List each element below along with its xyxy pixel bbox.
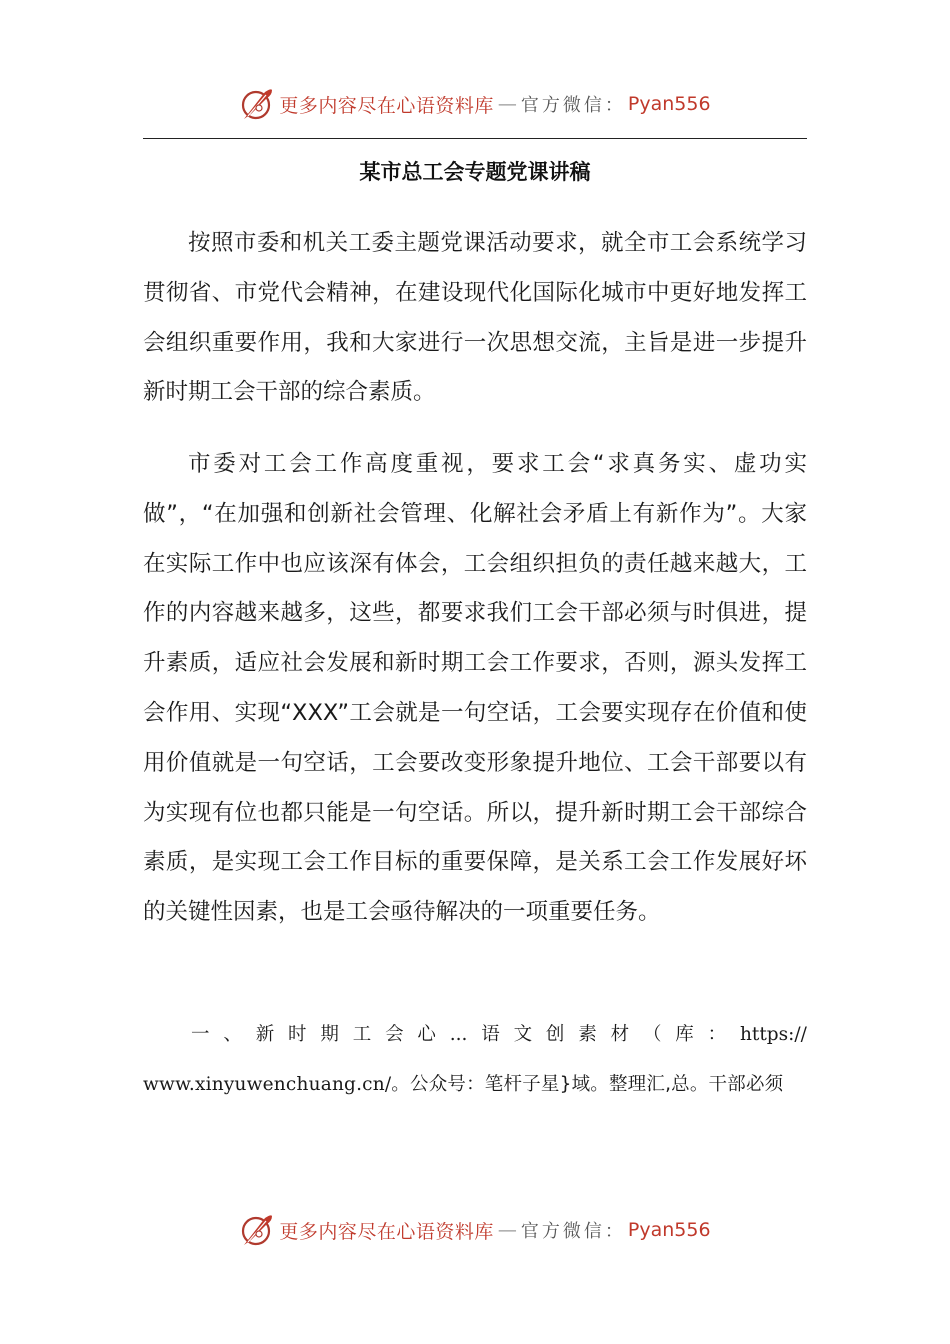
section-heading-char: 心 <box>417 1024 436 1045</box>
brand-text: 更多内容尽在心语资料库 <box>279 94 494 117</box>
quill-logo-icon <box>239 1212 275 1248</box>
section-heading-char: ... <box>449 1024 468 1045</box>
section-heading-char: 语 <box>481 1024 500 1045</box>
quill-logo-icon <box>239 86 275 122</box>
section-heading-char: 、 <box>223 1024 242 1045</box>
brand-text: 更多内容尽在心语资料库 <box>279 1220 494 1243</box>
section-heading-char: 材 <box>610 1024 630 1045</box>
header-divider <box>143 138 807 139</box>
wechat-id: Pyan556 <box>627 1219 711 1241</box>
banner-separator: — <box>497 1219 517 1241</box>
section-heading-char: 新 <box>255 1024 275 1045</box>
section-heading-char: 期 <box>320 1024 339 1045</box>
paragraph-intro: 按照市委和机关工委主题党课活动要求，就全市工会系统学习贯彻省、市党代会精神，在建设现代化国际化城市中更好地发挥工会组织重要作用，我和大家进行一次思想交流，主旨是进一步提升新时期工会干部的综合素质。 <box>143 230 807 406</box>
banner-separator: — <box>497 93 517 115</box>
wechat-label: 官方微信： <box>520 1221 626 1242</box>
section-heading-char: 时 <box>288 1024 307 1045</box>
section-heading-char: 创 <box>545 1024 565 1045</box>
wechat-label: 官方微信： <box>520 95 626 116</box>
section-heading-char: 文 <box>513 1024 533 1045</box>
section-heading-paragraph <box>143 1010 807 1110</box>
section-heading-char: 一 <box>191 1024 210 1045</box>
website-url: www.xinyuwenchuang.cn/ <box>143 1074 392 1095</box>
section-heading-continuation <box>143 1060 807 1110</box>
section-heading-char: https:// <box>739 1024 807 1045</box>
section-heading-char: 会 <box>385 1024 404 1045</box>
section-heading-tail: 。公众号：笔杆子星}域。整理汇,总。干部必须 <box>391 1074 784 1095</box>
section-heading-char: 工 <box>352 1024 372 1045</box>
section-heading-char: 库 <box>675 1024 694 1045</box>
section-heading-char: （ <box>642 1024 662 1045</box>
wechat-id: Pyan556 <box>627 93 711 115</box>
section-heading-char: ： <box>707 1024 727 1045</box>
footer-banner <box>0 1210 950 1250</box>
page-title: 某市总工会专题党课讲稿 <box>359 160 591 184</box>
header-banner <box>0 84 950 124</box>
section-heading-line <box>143 1010 807 1060</box>
section-heading-char: 素 <box>578 1024 597 1045</box>
paragraph-body: 市委对工会工作高度重视，要求工会“求真务实、虚功实做”，“在加强和创新社会管理、化解社会矛盾上有新作为”。大家在实际工作中也应该深有体会，工会组织担负的责任越来越大，工作的内容越来越多，这些，都要求我们工会干部必须与时俱进，提升素质，适应社会发展和新时期工会工作要求，否则，源头发挥工会作用、实现“XXX”工会就是一句空话，工会要实现存在价值和使用价值就是一句空话，工会要改变形象提升地位、工会干部要以有为实现有位也都只能是一句空话。所以，提升新时期工会干部综合素质，是实现工会工作目标的重要保障，是关系工会工作发展好坏的关键性因素，也是工会亟待解决的一项重要任务。 <box>143 451 807 926</box>
